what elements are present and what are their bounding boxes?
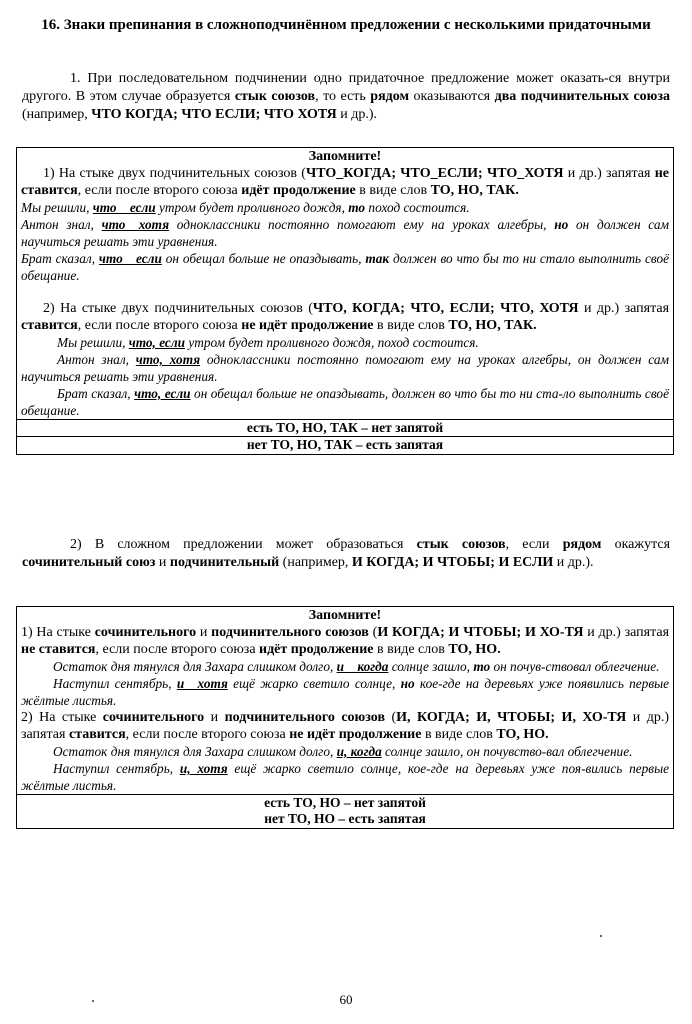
- paragraph-1: 1. При последовательном подчинении одно придаточное предложение может оказать-ся внутри другого. В этом случае образуется стык союзов, то есть рядом оказываются два подчинительных союза (например, ЧТО КОГДА; ЧТО ЕСЛИ; ЧТО ХОТЯ и др.).: [22, 71, 671, 122]
- example-line: Мы решили, что__если утром будет проливного дождя, то поход состоится.: [21, 200, 470, 215]
- rule-comma: 2) На стыке двух подчинительных союзов (ЧТО, КОГДА; ЧТО, ЕСЛИ; ЧТО, ХОТЯ и др.) запятая ставится, если после второго союза не идёт продолжение в виде слов ТО, НО, ТАК.: [21, 301, 670, 333]
- example-line: Наступил сентябрь, и, хотя ещё жарко светило солнце, кое-где на деревьях уже поя-вились первые жёлтые листья.: [21, 761, 669, 793]
- scan-speck: [92, 1000, 94, 1002]
- example-line: Брат сказал, что, если он обещал больше не опаздывать, должен во что бы то ни ста-ло выполнить своё обещание.: [21, 386, 669, 418]
- page-number: 60: [339, 992, 353, 1007]
- example-line: Антон знал, что, хотя одноклассники постоянно помогают ему на уроках алгебры, он должен сам научиться решать эти уравнения.: [21, 352, 669, 384]
- rule-no-comma: 1) На стыке сочинительного и подчинительного союзов (И КОГДА; И ЧТОБЫ; И ХО-ТЯ и др.) запятая не ставится, если после второго союза идёт продолжение в виде слов ТО, НО.: [21, 625, 670, 657]
- rule-no-comma: 1) На стыке двух подчинительных союзов (ЧТО_КОГДА; ЧТО_ЕСЛИ; ЧТО_ХОТЯ и др.) запятая не ставится, если после второго союза идёт продолжение в виде слов ТО, НО, ТАК.: [21, 166, 670, 198]
- section-title: 16. Знаки препинания в сложноподчинённом предложении с несколькими придаточными: [41, 17, 651, 33]
- example-line: Антон знал, что__хотя одноклассники постоянно помогают ему на уроках алгебры, но он должен сам научиться решать эти уравнения.: [21, 217, 669, 249]
- summary-block: есть ТО, НО – нет запятой нет ТО, НО – есть запятая: [17, 794, 673, 828]
- paragraph-2: 2) В сложном предложении может образоваться стык союзов, если рядом окажутся сочинительный союз и подчинительный (например, И КОГДА; И ЧТОБЫ; И ЕСЛИ и др.).: [22, 537, 671, 570]
- example-line: Наступил сентябрь, и__хотя ещё жарко светило солнце, но кое-где на деревьях уже появились первые жёлтые листья.: [21, 676, 670, 708]
- summary-block: есть ТО, НО, ТАК – нет запятой нет ТО, НО, ТАК – есть запятая: [17, 419, 673, 454]
- example-line: Мы решили, что, если утром будет проливного дождя, поход состоится.: [57, 335, 479, 350]
- remember-heading: Запомните!: [308, 608, 382, 623]
- example-line: Остаток дня тянулся для Захара слишком долго, и__когда солнце зашло, то он почув-ствовал облегчение.: [53, 659, 660, 674]
- scan-speck: [600, 935, 602, 937]
- example-line: Брат сказал, что__если он обещал больше не опаздывать, так должен во что бы то ни стало выполнить своё обещание.: [21, 251, 670, 283]
- example-line: Остаток дня тянулся для Захара слишком долго, и, когда солнце зашло, он почувство-вал облегчение.: [53, 744, 633, 759]
- remember-box-2: [16, 606, 674, 829]
- remember-box-1: [16, 147, 674, 455]
- rule-comma: 2) На стыке сочинительного и подчинительного союзов (И, КОГДА; И, ЧТОБЫ; И, ХО-ТЯ и др.) запятая ставится, если после второго союза не идёт продолжение в виде слов ТО, НО.: [21, 710, 669, 742]
- remember-heading: Запомните!: [308, 149, 382, 164]
